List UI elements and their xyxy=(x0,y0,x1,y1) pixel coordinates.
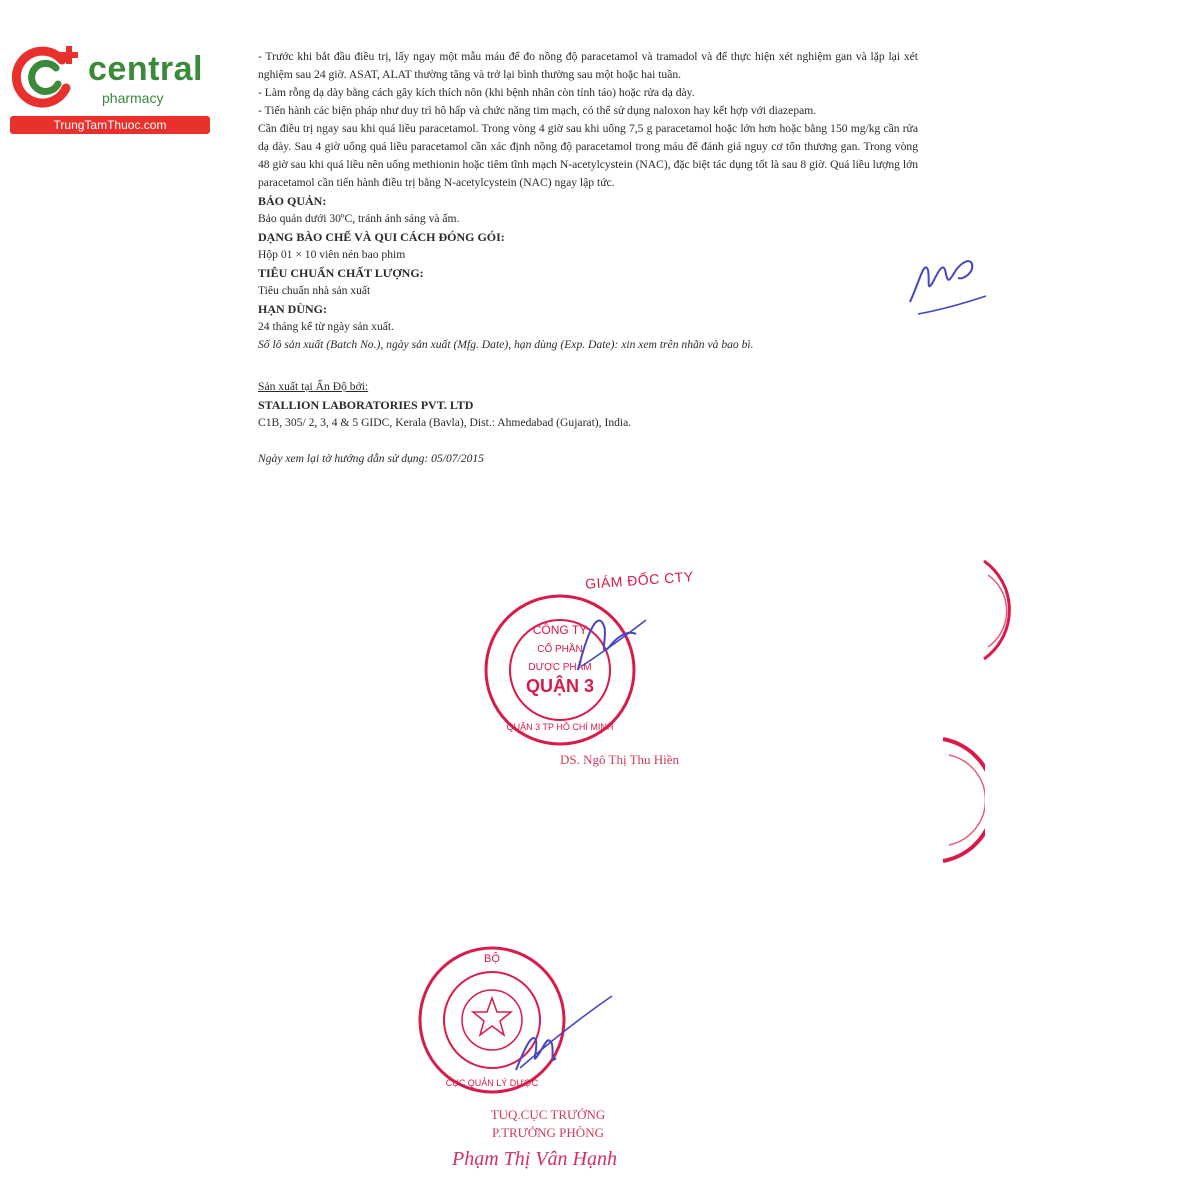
logo-sub: pharmacy xyxy=(102,90,164,106)
official-title-line-2: P.TRƯỞNG PHÒNG xyxy=(492,1125,604,1140)
expiry-heading: HẠN DÙNG: xyxy=(258,302,327,316)
storage-text: Bảo quản dưới 30ºC, tránh ánh sáng và ẩm. xyxy=(258,212,460,225)
form-heading: DẠNG BÀO CHẾ VÀ QUI CÁCH ĐÓNG GÓI: xyxy=(258,230,505,244)
seal-line-2: CỔ PHẦN xyxy=(537,644,583,655)
partial-seal-icon xyxy=(935,735,985,865)
official-title-line-1: TUQ.CỤC TRƯỞNG xyxy=(490,1107,606,1122)
director-name: DS. Ngô Thị Thu Hiền xyxy=(560,752,680,767)
agency-seal-bottom: CỤC QUẢN LÝ DƯỢC xyxy=(445,1078,539,1088)
review-date: Ngày xem lại tờ hướng dẫn sử dụng: 05/07/2015 xyxy=(258,452,484,465)
form-text: Hộp 01 × 10 viên nén bao phim xyxy=(258,248,406,261)
logo-site-bar: TrungTamThuoc.com xyxy=(10,116,210,134)
overdose-step-2: - Làm rỗng dạ dày bằng cách gây kích thích nôn (khi bệnh nhân còn tỉnh táo) hoặc rửa dạ dày. xyxy=(258,86,695,99)
agency-seal-top: BỘ xyxy=(484,953,500,965)
official-name: Phạm Thị Vân Hạnh xyxy=(452,1148,617,1170)
seal-line-4: QUẬN 3 xyxy=(525,676,595,696)
quality-heading: TIÊU CHUẨN CHẤT LƯỢNG: xyxy=(258,266,424,280)
leaflet-text xyxy=(258,48,918,468)
batch-note: Số lô sản xuất (Batch No.), ngày sản xuất (Mfg. Date), hạn dùng (Exp. Date): xin xem trên nhãn và bao bì. xyxy=(258,338,754,351)
quality-text: Tiêu chuẩn nhà sản xuất xyxy=(258,284,371,297)
overdose-step-1: - Trước khi bắt đầu điều trị, lấy ngay một mẫu máu để đo nồng độ paracetamol và tramadol và để thực hiện xét nghiệm gan và lặp lại xét nghiệm sau 24 giờ. ASAT, ALAT thường tăng và trở lại bình thường sau một hoặc hai tuần. xyxy=(258,50,918,81)
company-seal-icon xyxy=(478,590,648,750)
overdose-step-3: - Tiến hành các biện pháp như duy trì hô hấp và chức năng tim mạch, có thể sử dụng naloxon hay kết hợp với diazepam. xyxy=(258,104,817,117)
manufacturer-address: C1B, 305/ 2, 3, 4 & 5 GIDC, Kerala (Bavla), Dist.: Ahmedabad (Gujarat), India. xyxy=(258,416,632,429)
official-title xyxy=(478,1106,618,1142)
manufacturer-name: STALLION LABORATORIES PVT. LTD xyxy=(258,398,474,412)
storage-heading: BẢO QUẢN: xyxy=(258,194,327,208)
seal-line-1: CÔNG TY xyxy=(532,623,588,637)
expiry-text: 24 tháng kể từ ngày sản xuất. xyxy=(258,320,395,333)
margin-signature-icon xyxy=(900,240,995,320)
logo-c-plus-icon xyxy=(10,38,88,116)
seal-ring-text: QUẬN 3 TP HỒ CHÍ MINH xyxy=(506,722,614,732)
agency-seal-icon xyxy=(412,940,622,1100)
seal-line-3: DƯỢC PHẨM xyxy=(528,662,592,673)
director-title: GIÁM ĐỐC CTY xyxy=(584,568,695,592)
partial-seal-icon xyxy=(980,555,1020,665)
logo-brand: central xyxy=(88,50,203,88)
overdose-paracetamol: Cần điều trị ngay sau khi quá liều paracetamol. Trong vòng 4 giờ sau khi uống 7,5 g paracetamol hoặc lớn hơn hoặc bằng 150 mg/kg cần rửa dạ dày. Sau 4 giờ uống quá liều paracetamol cần xác định nồng độ paracetamol trong máu để đánh giá nguy cơ tổn thương gan. Trong vòng 48 giờ sau khi quá liều nên uống methionin hoặc tiêm tĩnh mạch N-acetylcystein (NAC), đặc biệt tác dụng tốt là sau 8 giờ. Quá liều lượng lớn paracetamol cần tiến hành điều trị bằng N-acetylcystein (NAC) ngay lập tức. xyxy=(258,122,918,189)
made-by-label: Sản xuất tại Ấn Độ bởi: xyxy=(258,380,369,393)
central-pharmacy-logo xyxy=(10,38,220,138)
